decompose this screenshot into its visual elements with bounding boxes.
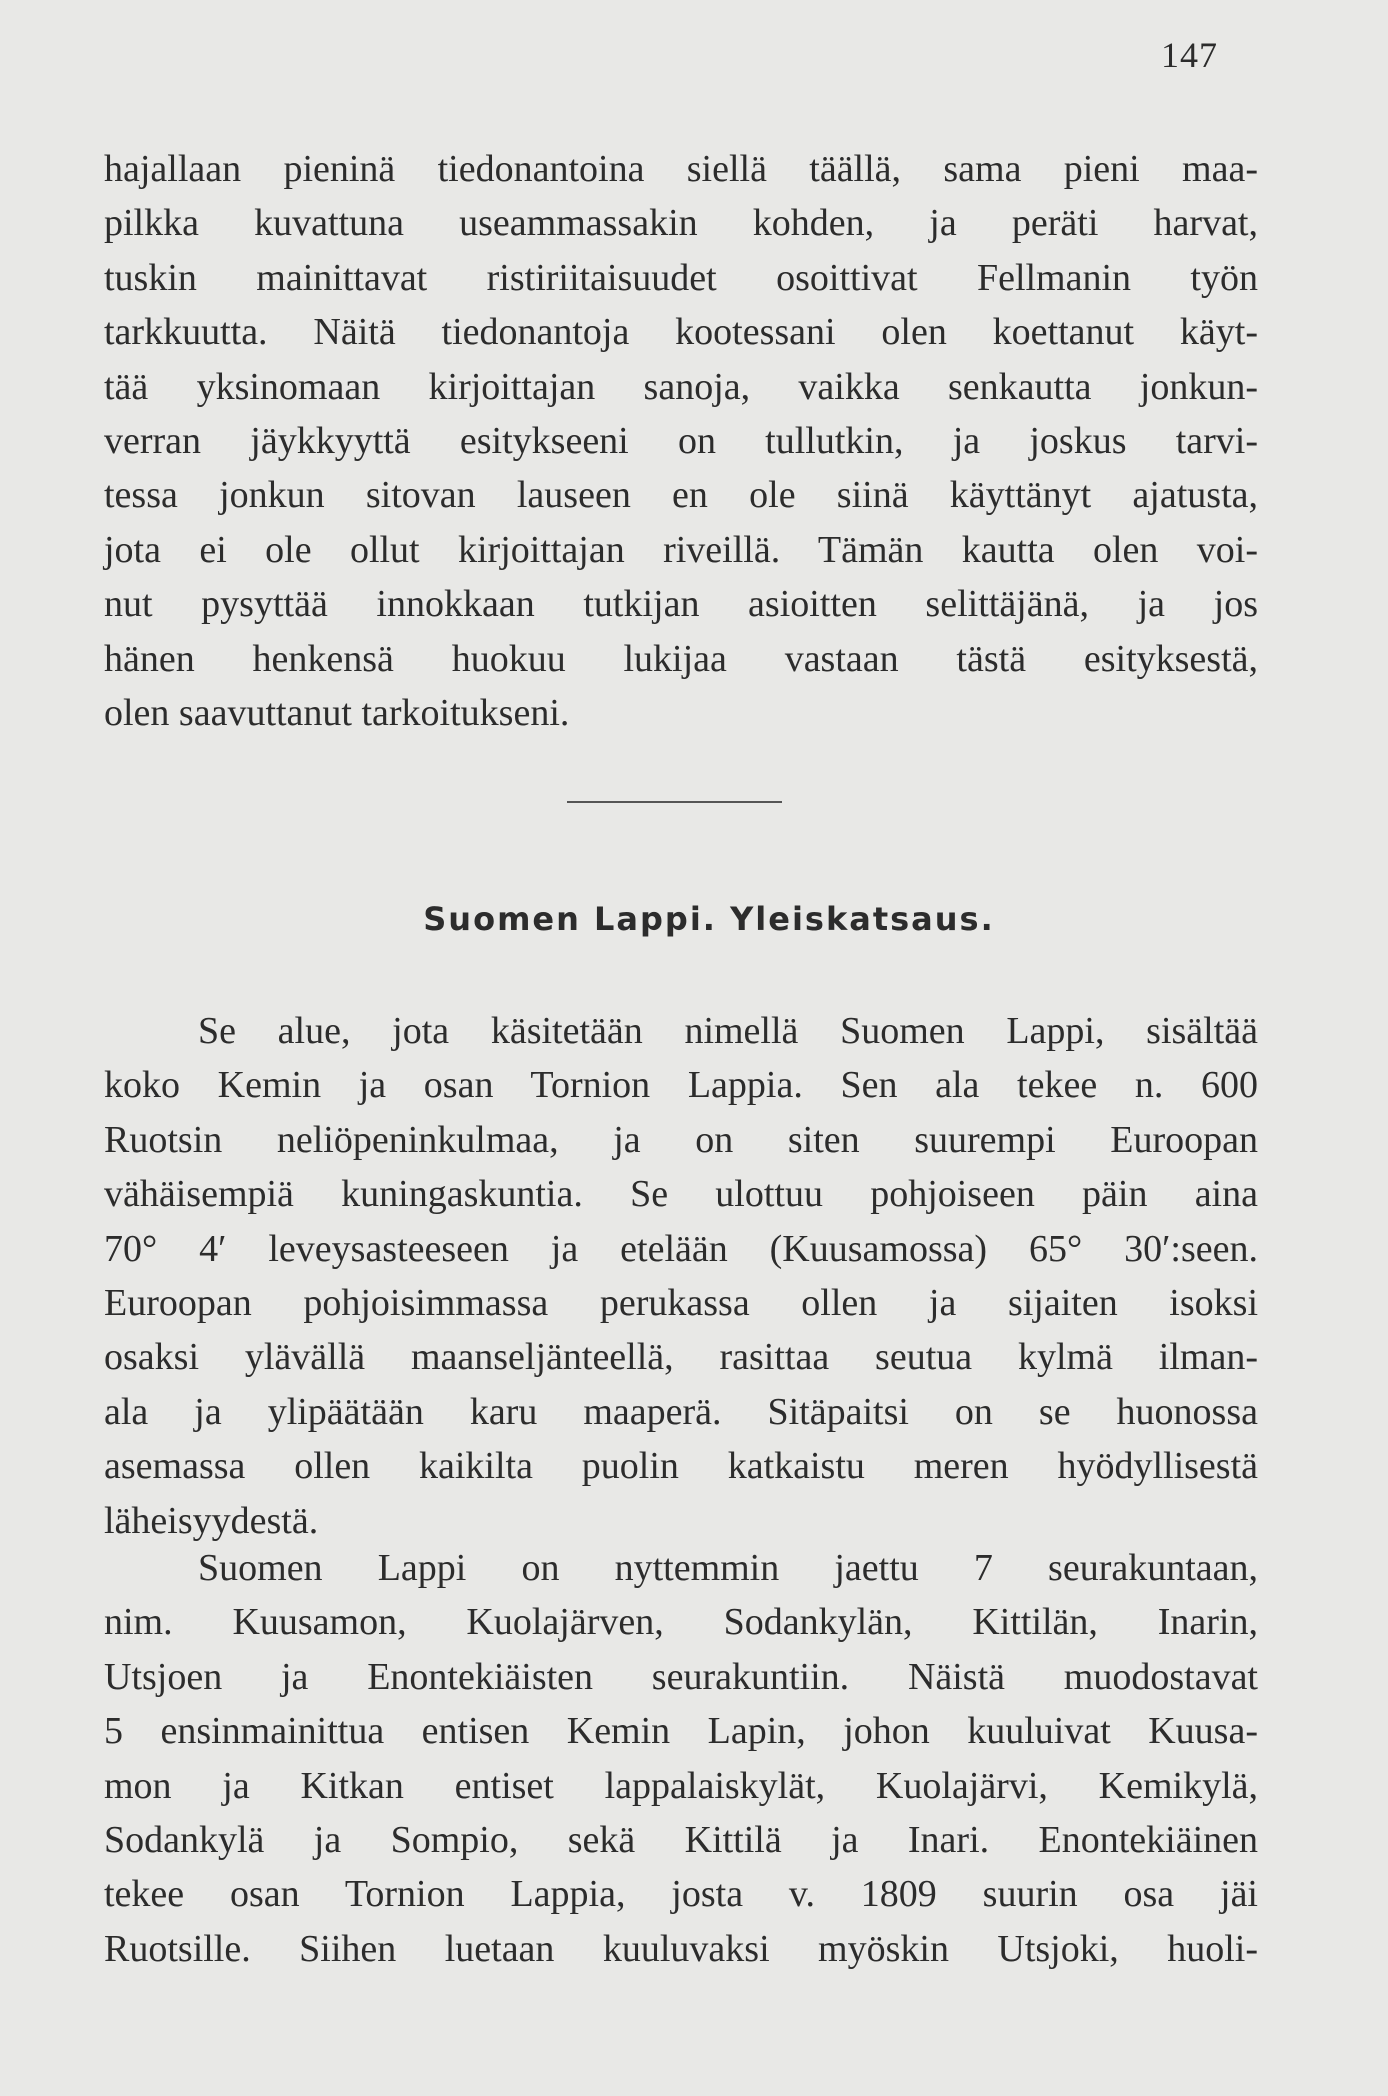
text-line: läheisyydestä.: [104, 1499, 319, 1542]
text-line: tekee osan Tornion Lappia, josta v. 1809 suurin osa jäi: [104, 1873, 1258, 1916]
intro-paragraph: [104, 142, 1258, 740]
text-line: vähäisempiä kuningaskuntia. Se ulottuu pohjoiseen päin aina: [104, 1173, 1258, 1216]
text-line: nim. Kuusamon, Kuolajärven, Sodankylän, Kittilän, Inarin,: [104, 1601, 1258, 1644]
section-heading: Suomen Lappi. Yleiskatsaus.: [423, 900, 995, 938]
text-line: 70° 4′ leveysasteeseen ja etelään (Kuusamossa) 65° 30′:seen.: [104, 1227, 1258, 1270]
text-line: ala ja ylipäätään karu maaperä. Sitäpaitsi on se huonossa: [104, 1390, 1258, 1433]
text-line: koko Kemin ja osan Tornion Lappia. Sen ala tekee n. 600: [104, 1064, 1258, 1107]
text-line: tessa jonkun sitovan lauseen en ole siinä käyttänyt ajatusta,: [104, 474, 1258, 517]
text-line: olen saavuttanut tarkoitukseni.: [104, 691, 570, 734]
text-line: asemassa ollen kaikilta puolin katkaistu meren hyödyllisestä: [104, 1445, 1258, 1488]
text-line: mon ja Kitkan entiset lappalaiskylät, Kuolajärvi, Kemikylä,: [104, 1764, 1258, 1807]
text-line: verran jäykkyyttä esitykseeni on tullutkin, ja joskus tarvi-: [104, 419, 1258, 462]
text-line: osaksi ylävällä maanseljänteellä, rasittaa seutua kylmä ilman-: [104, 1336, 1258, 1379]
text-line: nut pysyttää innokkaan tutkijan asioitten selittäjänä, ja jos: [104, 583, 1258, 626]
text-line: Se alue, jota käsitetään nimellä Suomen Lappi, sisältää: [198, 1010, 1258, 1052]
section-divider: [567, 801, 782, 803]
text-line: jota ei ole ollut kirjoittajan riveillä. Tämän kautta olen voi-: [104, 528, 1258, 571]
text-line: Suomen Lappi on nyttemmin jaettu 7 seurakuntaan,: [198, 1547, 1258, 1589]
text-line: pilkka kuvattuna useammassakin kohden, ja peräti harvat,: [104, 202, 1258, 245]
text-line: Euroopan pohjoisimmassa perukassa ollen ja sijaiten isoksi: [104, 1281, 1258, 1324]
text-line: tää yksinomaan kirjoittajan sanoja, vaikka senkautta jonkun-: [104, 365, 1258, 408]
text-line: Sodankylä ja Sompio, sekä Kittilä ja Inari. Enontekiäinen: [104, 1818, 1258, 1861]
text-line: tarkkuutta. Näitä tiedonantoja kootessani olen koettanut käyt-: [104, 311, 1258, 354]
section-paragraph-1: [104, 1004, 1258, 1548]
page-number: 147: [1161, 35, 1218, 75]
text-line: 5 ensinmainittua entisen Kemin Lapin, johon kuuluivat Kuusa-: [104, 1710, 1258, 1753]
text-line: Ruotsille. Siihen luetaan kuuluvaksi myöskin Utsjoki, huoli-: [104, 1927, 1258, 1970]
section-paragraph-2: [104, 1541, 1258, 1976]
text-line: hänen henkensä huokuu lukijaa vastaan tästä esityksestä,: [104, 637, 1258, 680]
text-line: tuskin mainittavat ristiriitaisuudet osoittivat Fellmanin työn: [104, 256, 1258, 299]
text-line: Utsjoen ja Enontekiäisten seurakuntiin. Näistä muodostavat: [104, 1655, 1258, 1698]
text-line: hajallaan pieninä tiedonantoina siellä täällä, sama pieni maa-: [104, 148, 1258, 190]
text-line: Ruotsin neliöpeninkulmaa, ja on siten suurempi Euroopan: [104, 1118, 1258, 1161]
